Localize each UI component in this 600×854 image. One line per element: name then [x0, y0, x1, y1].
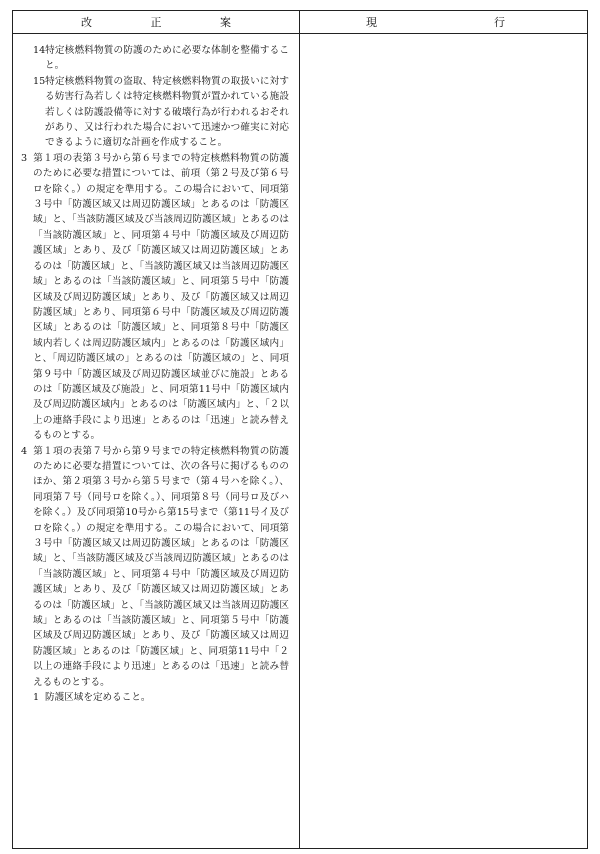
item-15 — [21, 74, 289, 151]
item-15-text: 特定核燃料物質の盗取、特定核燃料物質の取扱いに対する妨害行為若しくは特定核燃料物質が置かれている施設若しくは防護設備等に対する破壊行為が行われるおそれがあり、又は行われた場合において迅速かつ確実に対応できるように適切な計画を作成すること。 — [45, 75, 289, 149]
subitem-1 — [21, 690, 289, 705]
subitem-1-text: 防護区域を定めること。 — [45, 692, 151, 704]
header-amended-char-2: 正 — [150, 16, 162, 29]
subitem-1-number: 1 — [33, 692, 40, 704]
current-text-cell — [300, 34, 588, 849]
header-current — [300, 11, 588, 34]
item-14-text: 特定核燃料物質の防護のために必要な体制を整備すること。 — [45, 45, 289, 72]
header-amended-char-3: 案 — [220, 16, 231, 29]
paragraph-4-number: 4 — [21, 445, 28, 457]
header-amended-char-1: 改 — [81, 16, 92, 29]
paragraph-3 — [21, 151, 289, 444]
table-body-row — [13, 34, 588, 849]
comparison-table — [12, 10, 588, 849]
header-current-char-2: 行 — [494, 16, 505, 29]
item-15-number: 15 — [33, 75, 46, 87]
item-14 — [21, 43, 289, 74]
header-amended — [13, 11, 300, 34]
amended-text-cell — [13, 34, 300, 849]
paragraph-4 — [21, 444, 289, 691]
item-14-number: 14 — [33, 45, 46, 56]
header-current-char-1: 現 — [366, 16, 377, 29]
paragraph-3-number: 3 — [21, 152, 28, 164]
paragraph-3-text: 第１項の表第３号から第６号までの特定核燃料物質の防護のために必要な措置については、前項（第２号及び第６号ロを除く。）の規定を準用する。この場合において、同項第３号中「防護区域又は周辺防護区域」とあるのは「防護区域」と、「当該防護区域及び当該周辺防護区域」とあるのは「当該防護区域」と、同項第４号中「防護区域及び周辺防護区域」とあり、及び「防護区域又は周辺防護区域」とあるのは「防護区域」と、「当該防護区域又は当該周辺防護区域」とあるのは「当該防護区域」と、同項第５号中「防護区域及び周辺防護区域」とあり、及び「防護区域又は周辺防護区域」とあり、同項第６号中「防護区域及び周辺防護区域」とあるのは「防護区域」と、同項第８号中「防護区域内若しくは周辺防護区域内」とあるのは「防護区域内」と、「周辺防護区域の」とあるのは「防護区域の」と、同項第９号中「防護区域及び周辺防護区域並びに施設」とあるのは「防護区域及び施設」と、同項第11号中「防護区域内及び周辺防護区域内」とあるのは「防護区域内」と、「２以上の連絡手段により迅速」とあるのは「迅速」と読み替えるものとする。 — [33, 152, 289, 442]
paragraph-4-text: 第１項の表第７号から第９号までの特定核燃料物質の防護のために必要な措置については、次の各号に掲げるもののほか、第２項第３号から第５号まで（第４号ハを除く。）、同項第７号（同号ロを除く。）、同項第８号（同号ロ及びハを除く。）及び同項第10号から第15号まで（第11号イ及びロを除く。）の規定を準用する。この場合において、同項第３号中「防護区域又は周辺防護区域」とあるのは「防護区域」と、「当該防護区域及び当該周辺防護区域」とあるのは「当該防護区域」と、同項第４号中「防護区域及び周辺防護区域」とあり、及び「防護区域又は周辺防護区域」とあるのは「防護区域」と、「当該防護区域又は当該周辺防護区域」とあるのは「当該防護区域」と、同項第５号中「防護区域及び周辺防護区域」とあり、及び「防護区域又は周辺防護区域」とあるのは「防護区域」と、同項第11号中「２以上の連絡手段により迅速」とあるのは「迅速」と読み替えるものとする。 — [33, 445, 289, 688]
table-header-row — [13, 11, 588, 34]
